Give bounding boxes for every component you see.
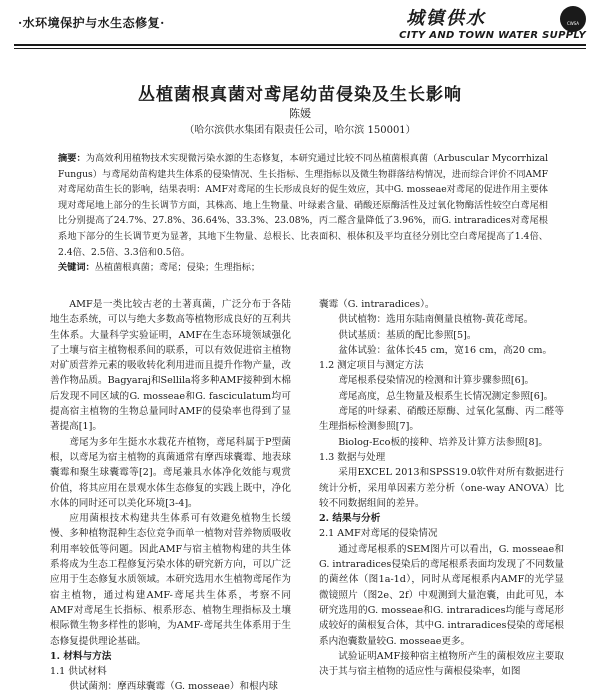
keywords-text: 丛植菌根真菌；鸢尾；侵染；生理指标；	[94, 262, 261, 273]
body-paragraph: 鸢尾为多年生挺水水栽花卉植物，鸢尾科属于P型菌根，以鸢尾为宿主植物的真菌通常有摩西球囊霉、地表球囊霉和聚生球囊霉等[2]。鸢尾兼具水体净化效能与观赏价值，将其应用在景观水体生态修复的实践上既中，净化水体的同时还可以美化环境[3-4]。	[50, 436, 291, 509]
keywords	[58, 260, 548, 275]
body-paragraph: 采用EXCEL 2013和SPSS19.0软件对所有数据进行统计分析，采用单因素方差分析（one-way ANOVA）比较不同数据组间的差异。	[319, 467, 564, 509]
body-paragraph: AMF是一类比较古老的土著真菌，广泛分布于各陆地生态系统，可以与绝大多数高等植物形成良好的互利共生体系。大量科学实验证明，AMF在生态环境领域强化了土壤与宿主植物根系间的联系，可以有效促进宿主植物对矿质营养元素的吸收转化利用进而且提升作物产量，改善作物品质。Bagyaraj和Sellila将多种AMF接种到木棉后发现不同区域的G. mosseae和G. fasciculatum均可提高宿主植物的生物总量同时AMF的侵染率也得到了显著提高[1]。	[50, 299, 291, 433]
subsection-heading: 1.2 测定项目与测定方法	[319, 360, 424, 372]
article-title: 丛植菌根真菌对鸢尾幼苗侵染及生长影响	[138, 85, 462, 105]
article-author: 陈媛	[289, 107, 311, 120]
article-affiliation: （哈尔滨供水集团有限责任公司，哈尔滨 150001）	[184, 125, 416, 136]
body-paragraph: 供试植物：选用东陆南侧量良植物-黄花鸢尾。	[338, 314, 534, 326]
journal-brand	[366, 4, 586, 44]
body-paragraph: 盆体试验：盆体长45 cm，宽16 cm，高20 cm。	[338, 344, 553, 356]
body-paragraph: 供试菌剂：摩西球囊霉（G. mosseae）和根内球	[69, 681, 278, 693]
body-paragraph: 供试基质：基质的配比参照[5]。	[338, 329, 477, 341]
journal-logo-text: CWSA	[566, 21, 580, 26]
body-paragraph: 鸢尾根系侵染情况的检测和计算步骤参照[6]。	[338, 375, 535, 387]
body-paragraph: Biolog-Eco板的接种、培养及计算方法参照[8]。	[338, 436, 548, 448]
journal-name-cn: 城镇供水	[406, 8, 486, 29]
left-column	[50, 297, 291, 695]
header-rule	[14, 44, 586, 46]
journal-name-en: CITY AND TOWN WATER SUPPLY	[399, 30, 586, 41]
body-paragraph: 鸢尾的叶绿素、硝酸还原酶、过氧化氢酶、丙二醛等生理指标检测参照[7]。	[319, 406, 564, 433]
body-paragraph: 通过鸢尾根系的SEM图片可以看出，G. mosseae和G. intraradices侵染后的鸢尾根系表面均发现了不同数量的菌丝体（图1a-1d），同时从鸢尾根系内AMF的光学显微镜照片（图2e、2f）中观测到大量泡囊，由此可见，本研究选用的G. mosseae和G. intraradices均能与鸢尾形成较好的菌根复合体，其中G. intraradices侵染的鸢尾根系内泡囊数量较G. mosseae更多。	[319, 543, 565, 647]
abstract-label: 摘要：	[58, 153, 86, 164]
section-heading: 1. 材料与方法	[50, 650, 112, 662]
body-paragraph: 鸢尾高度，总生物量及根系生长情况测定参照[6]。	[338, 390, 554, 402]
abstract-text: 为高效利用植物技术实现微污染水源的生态修复，本研究通过比较不同丛植菌根真菌（Arbuscular Mycorrhizal Fungus）与鸢尾幼苗构建共生体系的侵染情况、生长指标、生理指标以及微生物群落结构情况，进而综合评价不同AMF对鸢尾幼苗生长的影响，结果表明：AMF对鸢尾的生长形成良好的促生效应，其中G. mosseae对鸢尾的促进作用主要体现对鸢尾地上部分的生长调节方面，其株高、地上生物量、叶绿素含量、硝酸还原酶活性及过氧化物酶活性较空白鸢尾相比分别提高了24.7%、27.8%、36.64%、33.3%、23.08%，丙二醛含量降低了3.96%，而G. intraradices对鸢尾根系地下部分的生长调节更为显著，其地下生物量、总根长、比表面积、根体积及平均直径分别比空白鸢尾提高了1.4倍、2.4倍、2.5倍、3.3倍和0.5倍。	[58, 153, 549, 258]
right-column	[319, 297, 564, 679]
keywords-label: 关键词：	[58, 262, 95, 273]
subsection-heading: 1.3 数据与处理	[319, 451, 386, 463]
subsection-heading: 2.1 AMF对鸢尾的侵染情况	[319, 528, 438, 540]
body-paragraph: 囊霉（G. intraradices）。	[319, 299, 435, 310]
subsection-heading: 1.1 供试材料	[50, 666, 107, 678]
section-heading: 2. 结果与分析	[319, 513, 381, 525]
section-tag: ·水环境保护与水生态修复·	[18, 16, 165, 30]
abstract	[58, 151, 548, 260]
header-rule-thin	[14, 48, 586, 49]
body-paragraph: 试验证明AMF接种宿主植物所产生的菌根效应主要取决于其与宿主植物的适应性与菌根侵染率，如图	[319, 650, 564, 678]
journal-logo-icon	[560, 6, 586, 32]
body-paragraph: 应用菌根技术构建共生体系可有效避免植物生长缓慢、多种植物混种生态位竞争而单一植物对营养物质吸收利用率较低等问题。因此AMF与宿主植物构建的共生体系将成为生态工程修复污染水体的研究新方向，可以广泛应用于生态修复水质领域。本研究选用水生植物鸢尾作为宿主植物，通过构建AMF-鸢尾共生体系，考察不同AMF对鸢尾生长指标、根系形态、植物生理指标及土壤根际微生物多样性的影响，为AMF-鸢尾共生体系用于生态修复提供理论基础。	[50, 513, 291, 647]
